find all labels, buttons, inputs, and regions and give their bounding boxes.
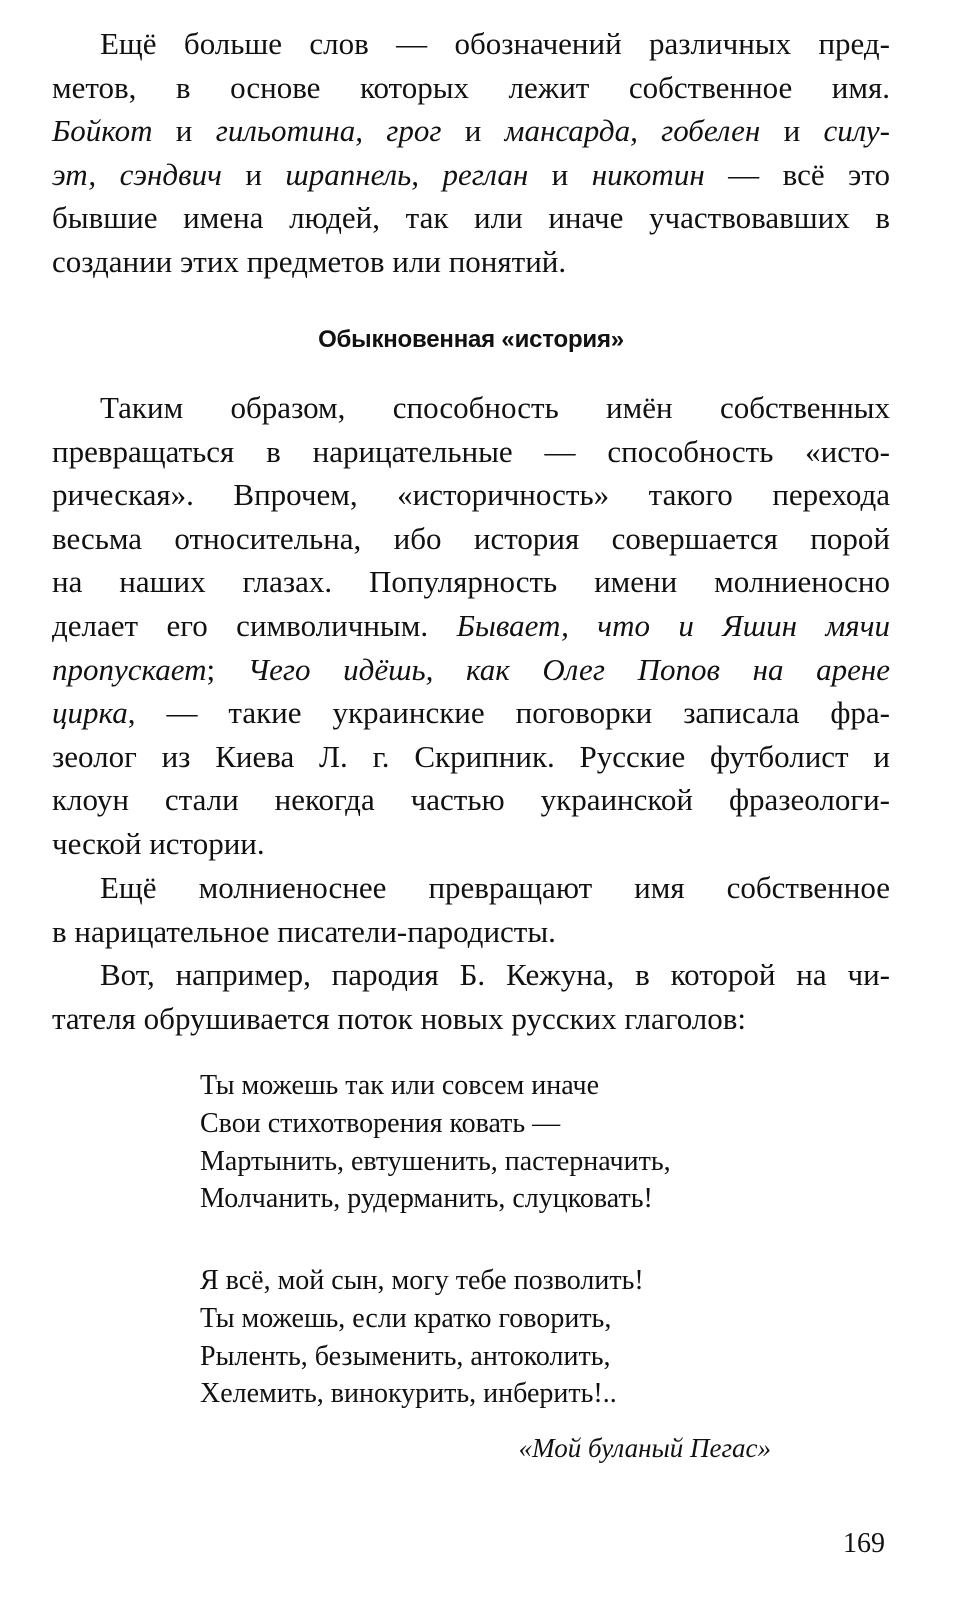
text-fragment: делает его символичным. bbox=[52, 607, 457, 643]
poem-line: Рыленть, безыменить, антоколить, bbox=[200, 1340, 611, 1372]
italic-term: эт, сэндвич bbox=[52, 156, 222, 192]
text-line: бывшие имена людей, так или иначе участвовавших в bbox=[52, 200, 890, 236]
text-fragment: и bbox=[152, 113, 216, 149]
poem-line: Молчанить, рудерманить, слуцковать! bbox=[200, 1183, 653, 1215]
page-number: 169 bbox=[843, 1528, 885, 1559]
poem-line: Мартынить, евтушенить, пастерначить, bbox=[200, 1145, 671, 1177]
italic-quote: цирка bbox=[52, 695, 128, 731]
poem-attribution: «Мой буланый Пегас» bbox=[518, 1433, 771, 1463]
italic-term: никотин bbox=[591, 156, 705, 192]
text-fragment: — всё это bbox=[704, 156, 891, 192]
paragraph-historical-ability bbox=[52, 386, 890, 866]
italic-quote: Чего идёшь, как Олег Попов на арене bbox=[247, 651, 890, 687]
poem-stanza-1 bbox=[200, 1067, 671, 1218]
poem-line: Хелемить, винокурить, инберить!.. bbox=[200, 1378, 617, 1410]
italic-term: Бойкот bbox=[52, 113, 153, 149]
italic-quote: пропускает bbox=[52, 651, 207, 687]
italic-term: мансарда, гобелен bbox=[504, 113, 761, 149]
poem-stanza-2 bbox=[200, 1262, 644, 1413]
text-line bbox=[52, 109, 890, 153]
paragraph-eponym-words bbox=[52, 22, 890, 284]
paragraph-parody-intro bbox=[52, 953, 890, 1040]
text-line: зеолог из Киева Л. г. Скрипник. Русские футболист и bbox=[52, 738, 890, 774]
paragraph-parodists bbox=[52, 866, 890, 953]
text-fragment: и bbox=[441, 113, 505, 149]
text-line: весьма относительна, ибо история совершается порой bbox=[52, 520, 890, 556]
text-fragment: и bbox=[528, 156, 592, 192]
text-line bbox=[52, 648, 890, 692]
text-line bbox=[52, 691, 890, 735]
text-line: рическая». Впрочем, «историчность» такого перехода bbox=[52, 477, 890, 513]
text-fragment: и bbox=[760, 113, 824, 149]
italic-quote: Бывает, что и Яшин мячи bbox=[456, 607, 890, 643]
text-line: ческой истории. bbox=[52, 825, 265, 861]
text-line: Вот, например, пародия Б. Кежуна, в которой на чи- bbox=[100, 957, 890, 992]
text-line: создании этих предметов или понятий. bbox=[52, 243, 567, 279]
poem-line: Свои стихотворения ковать — bbox=[200, 1107, 561, 1139]
text-fragment: и bbox=[221, 156, 286, 192]
text-line: Ещё молниеноснее превращают имя собственное bbox=[100, 870, 890, 905]
text-line bbox=[52, 153, 890, 197]
poem-line: Ты можешь, если кратко говорить, bbox=[200, 1302, 612, 1334]
text-fragment: , — такие украинские поговорки записала фра- bbox=[127, 695, 890, 731]
text-line bbox=[52, 604, 890, 648]
text-line: превращаться в нарицательные — способность «исто- bbox=[52, 433, 890, 469]
poem-line: Я всё, мой сын, могу тебе позволить! bbox=[200, 1265, 644, 1296]
italic-term: силу- bbox=[823, 113, 890, 149]
text-line: в нарицательное писатели-пародисты. bbox=[52, 913, 556, 949]
text-line: метов, в основе которых лежит собственное имя. bbox=[52, 69, 890, 105]
text-fragment: ; bbox=[206, 651, 248, 687]
section-heading: Обыкновенная «история» bbox=[318, 326, 624, 353]
text-line: Ещё больше слов — обозначений различных пред- bbox=[100, 26, 890, 61]
text-line: клоун стали некогда частью украинской фразеологи- bbox=[52, 782, 890, 818]
italic-term: шрапнель, реглан bbox=[285, 156, 529, 192]
text-line: тателя обрушивается поток новых русских глаголов: bbox=[52, 1000, 747, 1036]
poem-line: Ты можешь так или совсем иначе bbox=[200, 1070, 600, 1101]
text-line: Таким образом, способность имён собственных bbox=[100, 390, 890, 425]
italic-term: гильотина, грог bbox=[215, 113, 442, 149]
text-line: на наших глазах. Популярность имени молниеносно bbox=[52, 564, 890, 600]
